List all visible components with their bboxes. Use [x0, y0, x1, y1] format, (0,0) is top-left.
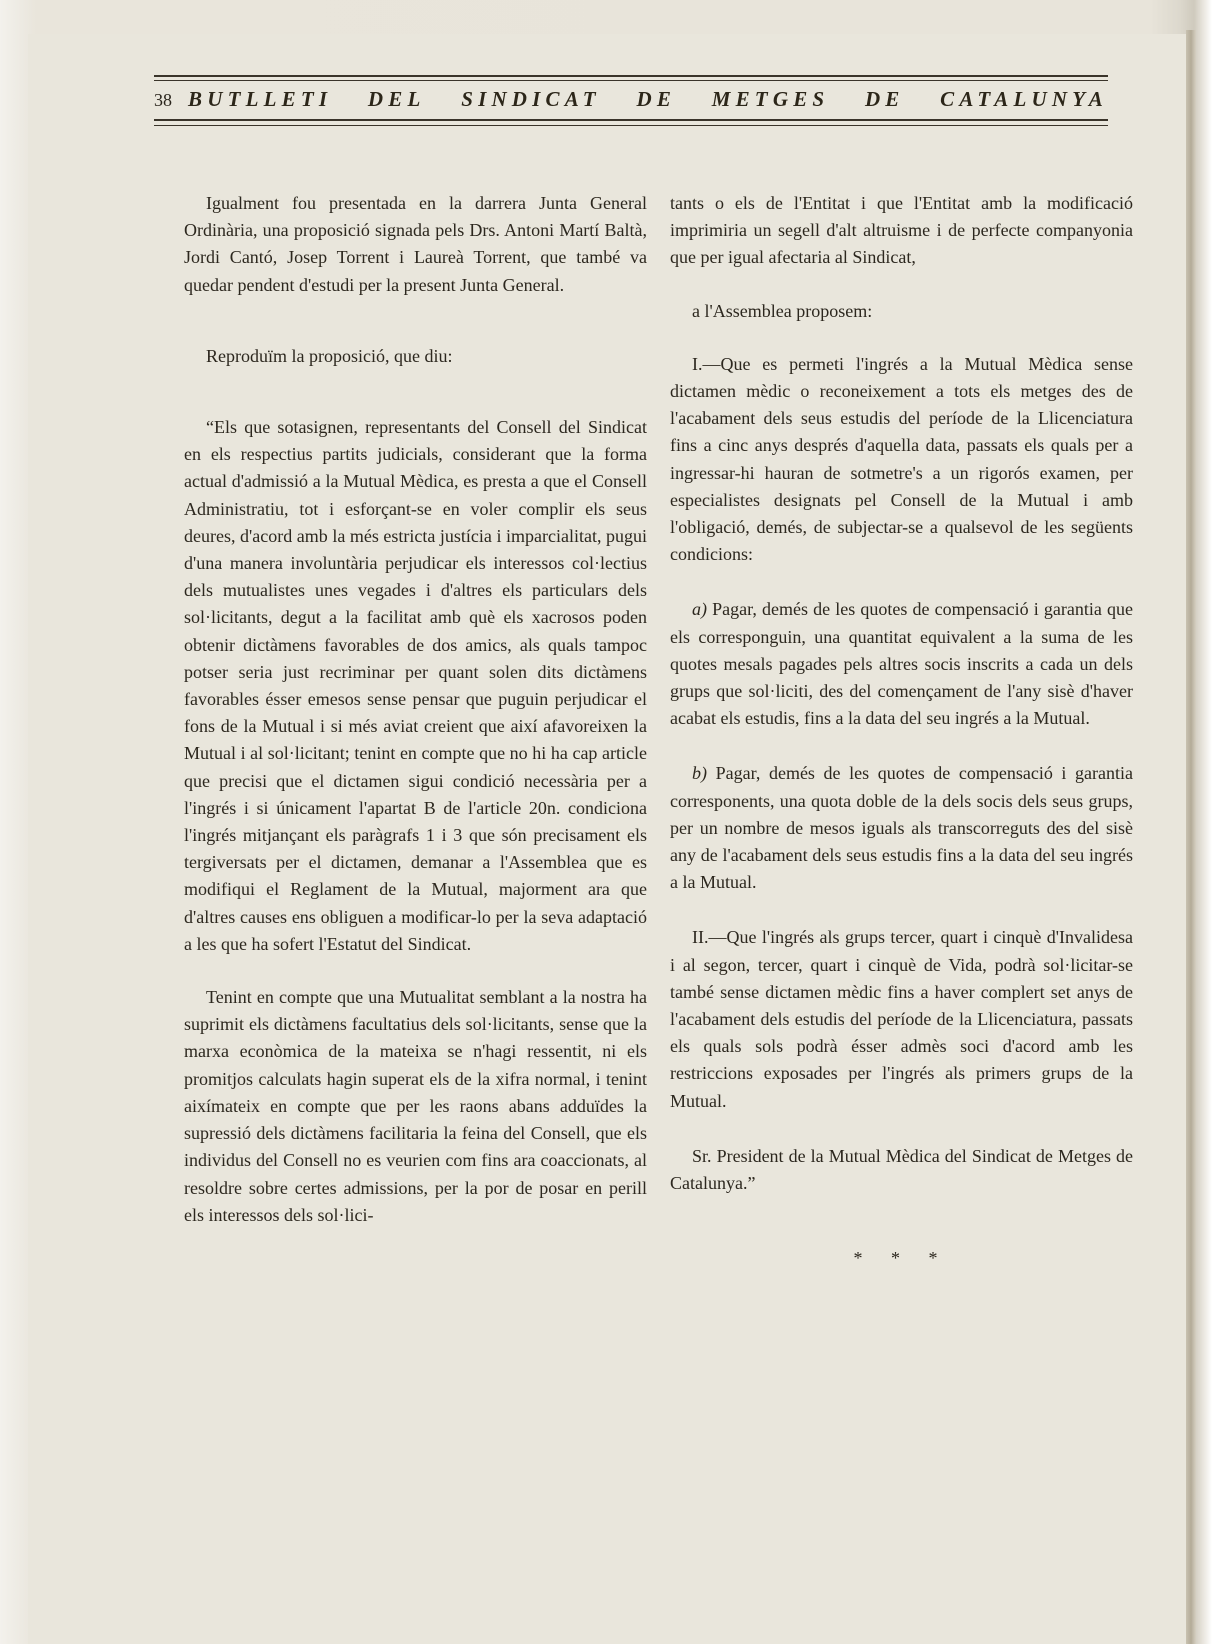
title-word: CATALUNYA: [940, 87, 1108, 111]
title-word: DE: [864, 87, 905, 111]
item-text: Pagar, demés de les quotes de compensació i garantia que els corresponguin, una quantitat equivalent a la suma de les quotes mesals pagades pels altres socis inscrits a cada un dels grups que sol·liciti, des del començament de l'any sisè d'haver acabat els estudis, fins a la data del seu ingrés a la Mutual.: [670, 599, 1133, 729]
journal-title: [188, 87, 1108, 112]
book-spine: [1186, 30, 1196, 1644]
title-word: DE: [636, 87, 677, 111]
header-rule-bottom-thin: [154, 125, 1108, 126]
paragraph: a l'Assemblea proposem:: [692, 300, 873, 321]
section-separator: * * *: [853, 1248, 950, 1269]
title-word: BUTLLETI: [188, 87, 333, 111]
paragraph: Reproduïm la proposició, que diu:: [206, 345, 453, 366]
item-text: Pagar, demés de les quotes de compensació i garantia corresponents, una quota doble de la dels socis dels seus grups, per un nombre de mesos iguals als transcorreguts des del sisè any de l'acabament dels seus estudis fins a la data del seu ingrés a la Mutual.: [670, 763, 1133, 893]
right-column: [670, 190, 1133, 1273]
header-rule-bottom: [154, 119, 1108, 121]
item-label: a): [692, 599, 707, 620]
page-number: 38: [154, 90, 172, 110]
item-label: b): [692, 763, 707, 784]
paragraph: “Els que sotasignen, representants del Consell del Sindicat en els respectius partits judicials, considerant que la forma actual d'admissió a la Mutual Mèdica, es presta a que el Consell Administratiu, tot i esforçant-se en voler complir els seus deures, d'acord amb la més estricta justícia i imparcialitat, pugui d'una manera involuntària perjudicar els interessos col·lectius dels mutualistes unes vegades i d'altres els particulars dels sol·licitants, degut a la facilitat amb què els xacrosos poden obtenir dictàmens favorables de dos amics, als quals tampoc potser seria just recriminar per quant solen dits dictàmens favorables ésser emesos sense pensar que puguin perjudicar el fons de la Mutual i si més aviat creient que així afavoreixen la Mutual i al sol·licitant; tenint en compte que no hi ha cap article que precisi que el dictamen sigui condició necessària per a l'ingrés i si únicament l'apartat B de l'article 20n. condiciona l'ingrés mitjançant els paràgrafs 1 i 3 que són precisament els tergiversats per el dictamen, demanar a l'Assemblea que es modifiqui el Reglament de la Mutual, majorment ara que d'altres causes ens obliguen a modificar-lo per la seva adaptació a les que ha sofert l'Estatut del Sindicat.: [184, 417, 647, 954]
paragraph: I.—Que es permeti l'ingrés a la Mutual Mèdica sense dictamen mèdic o reconeixement a tots els metges des de l'acabament dels seus estudis del període de la Llicenciatura fins a cinc anys després d'aquella data, passats els quals per a ingressar-hi hauran de sotmetre's a un rigorós examen, per especialistes designats pel Consell de la Mutual i amb l'obligació, demés, de subjectar-se a qualsevol de les següents condicions:: [670, 353, 1133, 565]
paragraph: [670, 760, 1133, 896]
paragraph: II.—Que l'ingrés als grups tercer, quart i cinquè d'Invalidesa i al segon, tercer, quart i cinquè de Vida, podrà sol·licitar-se també sense dictamen mèdic fins a haver complert set anys de l'acabament dels estudis del període de la Llicenciatura, passats els quals sols podrà ésser admès soci d'acord amb les restriccions exposades per l'ingrés als primers grups de la Mutual.: [670, 927, 1133, 1111]
paragraph: tants o els de l'Entitat i que l'Entitat amb la modificació imprimiria un segell d'alt altruisme i de perfecte companyonia que per igual afectaria al Sindicat,: [670, 193, 1133, 268]
paragraph: [670, 596, 1133, 732]
header-line: [154, 87, 1108, 113]
header-rule-top: [154, 75, 1108, 77]
paragraph: Igualment fou presentada en la darrera Junta General Ordinària, una proposició signada pels Drs. Antoni Martí Baltà, Jordi Cantó, Josep Torrent i Laureà Torrent, que també va quedar pendent d'estudi per la present Junta General.: [184, 193, 647, 295]
left-column: [184, 190, 647, 1229]
title-word: SINDICAT: [461, 87, 601, 111]
running-header: [154, 75, 1108, 126]
title-word: DEL: [367, 87, 426, 111]
paragraph: Tenint en compte que una Mutualitat semblant a la nostra ha suprimit els dictàmens facultatius dels sol·licitants, sense que la marxa econòmica de la mateixa se n'hagi ressentit, ni els promitjos calculats hagin superat els de la xifra normal, i tenint aixímateix en compte que per les raons abans adduïdes la supressió dels dictàmens facilitaria la feina del Consell, que els individus del Consell no es veurien com fins ara coaccionats, al resoldre sobre certes admissions, per la por de posar en perill els interessos dels sol·lici-: [184, 987, 647, 1225]
header-rule-top-thin: [154, 80, 1108, 81]
paragraph: Sr. President de la Mutual Mèdica del Sindicat de Metges de Catalunya.”: [670, 1145, 1133, 1194]
title-word: METGES: [711, 87, 830, 111]
